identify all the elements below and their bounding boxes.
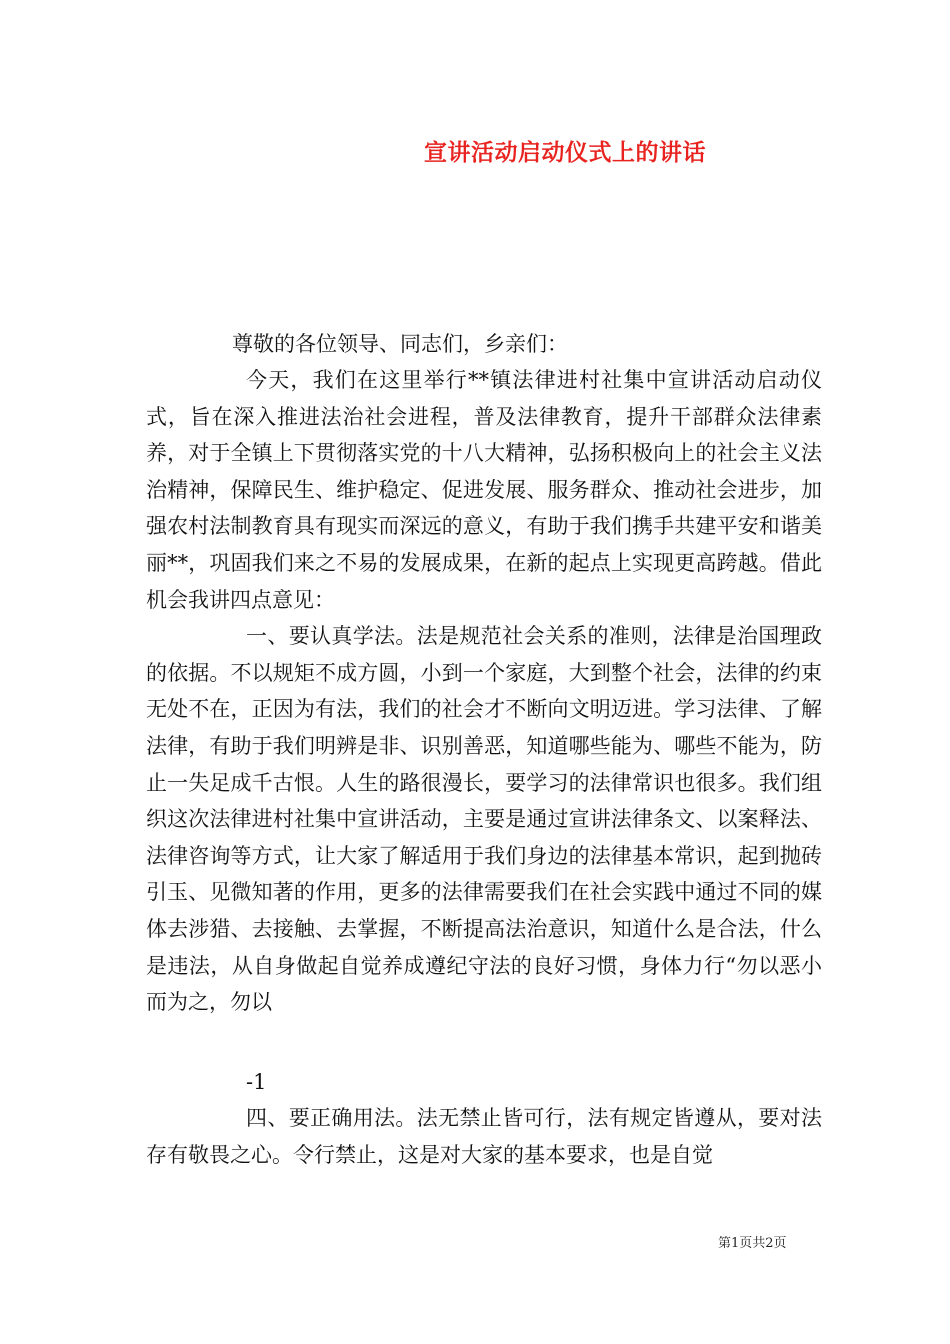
paragraph-point-four: 四、要正确用法。法无禁止皆可行，法有规定皆遵从，要对法存有敬畏之心。令行禁止，这是对大家的基本要求，也是自觉 bbox=[146, 1106, 822, 1167]
document-body-continued bbox=[146, 1100, 822, 1173]
document-title: 宣讲活动启动仪式上的讲话 bbox=[424, 139, 706, 166]
paragraph-intro: 今天，我们在这里举行**镇法律进村社集中宣讲活动启动仪式，旨在深入推进法治社会进程，普及法律教育，提升干部群众法律素养，对于全镇上下贯彻落实党的十八大精神，弘扬积极向上的社会主义法治精神，保障民生、维护稳定、促进发展、服务群众、推动社会进步，加强农村法制教育具有现实而深远的意义，有助于我们携手共建平安和谐美丽**，巩固我们来之不易的发展成果，在新的起点上实现更高跨越。借此机会我讲四点意见： bbox=[146, 368, 822, 612]
document-body bbox=[146, 362, 822, 1021]
paragraph-point-one: 一、要认真学法。法是规范社会关系的准则，法律是治国理政的依据。不以规矩不成方圆，小到一个家庭，大到整个社会，法律的约束无处不在，正因为有法，我们的社会才不断向文明迈进。学习法律、了解法律，有助于我们明辨是非、识别善恶，知道哪些能为、哪些不能为，防止一失足成千古恨。人生的路很漫长，要学习的法律常识也很多。我们组织这次法律进村社集中宣讲活动，主要是通过宣讲法律条文、以案释法、法律咨询等方式，让大家了解适用于我们身边的法律基本常识，起到抛砖引玉、见微知著的作用，更多的法律需要我们在社会实践中通过不同的媒体去涉猎、去接触、去掌握，不断提高法治意识，知道什么是合法，什么是违法，从自身做起自觉养成遵纪守法的良好习惯，身体力行“勿以恶小而为之，勿以 bbox=[146, 624, 822, 1015]
greeting-line: 尊敬的各位领导、同志们，乡亲们： bbox=[232, 332, 568, 356]
page-footer: 第1页共2页 bbox=[718, 1236, 787, 1251]
inline-page-marker: -1 bbox=[246, 1070, 267, 1094]
